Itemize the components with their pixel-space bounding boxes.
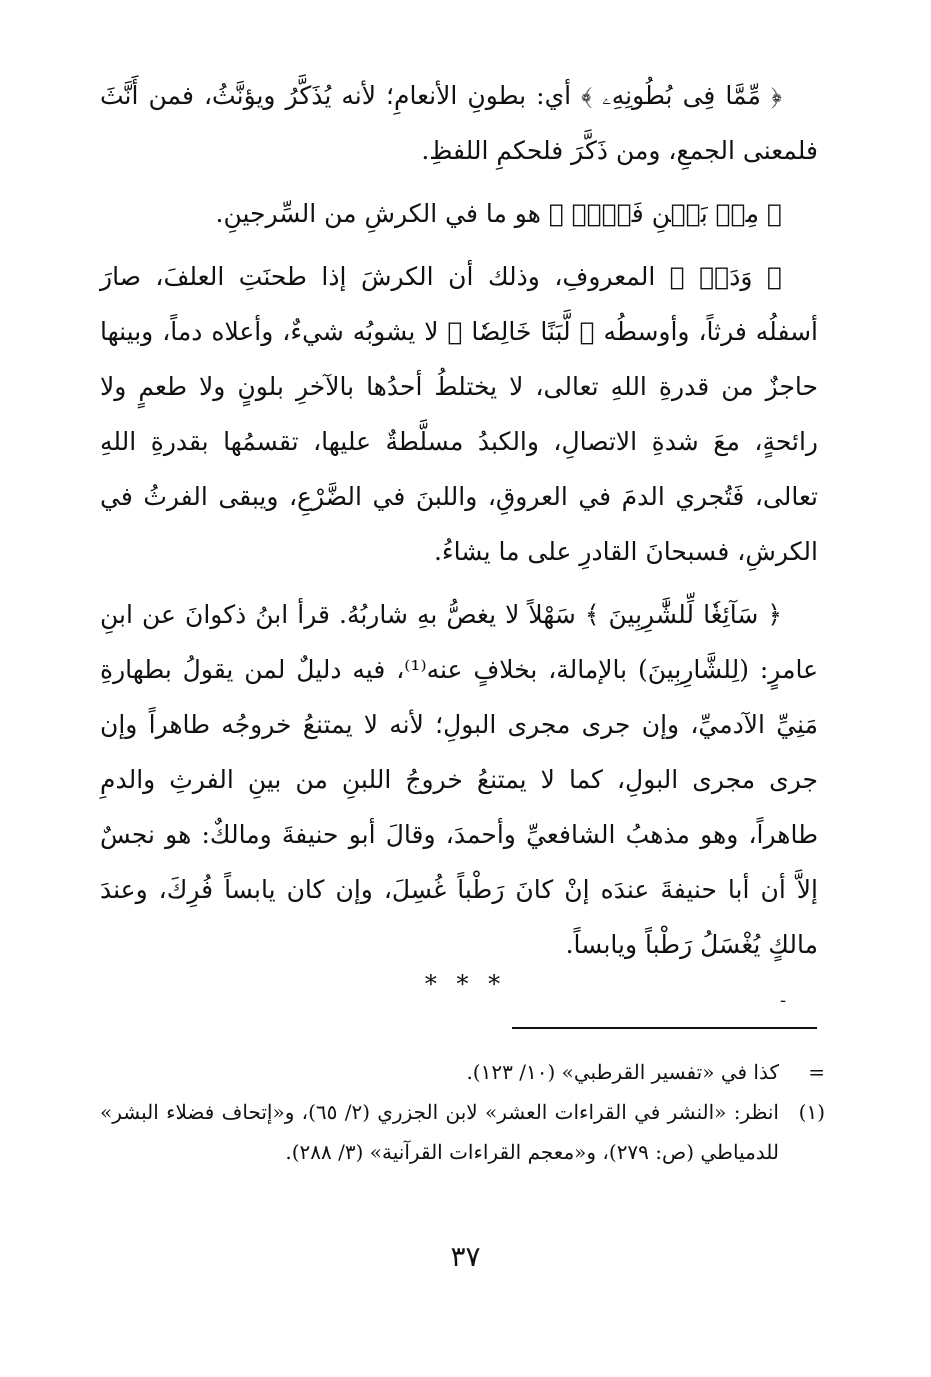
section-separator: * * *	[424, 970, 507, 998]
footnote-1	[100, 1092, 825, 1172]
paragraph-verse-bellies: ﴿ مِّمَّا فِى بُطُونِهِۦ ﴾ أي: بطونِ الأنعامِ؛ لأنه يُذَكَّرُ ويؤنَّثُ، فمن أَنَّثَ فلمعنى الجمعِ، ومن ذَكَّرَ فلحكمِ اللفظِ.	[100, 81, 818, 165]
paragraph-verse-blood: ﴿ وَدَمٖ ﴾ المعروفِ، وذلك أن الكرشَ إذا طحنَتِ العلفَ، صارَ أسفلُه فرثاً، وأوسطُه ﴿ لَّبَنًا خَالِصٗا ﴾ لا يشوبُه شيءٌ، وأعلاه دماً، وبينها حاجزٌ من قدرةِ اللهِ تعالى، لا يختلطُ أحدُها بالآخرِ بلونٍ ولا طعمٍ ولا رائحةٍ، معَ شدةِ الاتصالِ، والكبدُ مسلَّطةٌ عليها، تقسمُها بقدرةِ اللهِ تعالى، فَتُجري الدمَ في العروقِ، واللبنَ في الضَّرْعِ، ويبقى الفرثُ في الكرشِ، فسبحانَ القادرِ على ما يشاءُ.	[100, 262, 818, 566]
footnote-rule	[512, 1027, 817, 1029]
main-text	[100, 68, 818, 972]
paragraph-verse-drinkers: ﴿ سَآئِغٗا لِّلشَّٰرِبِينَ ﴾ سَهْلاً لا يغصُّ بهِ شاربُهُ. قرأ ابنُ ذكوانَ عن ابنِ عامرٍ: (لِلشَّارِبِينَ) بالإمالة، بخلافٍ عنه⁽¹⁾، فيه دليلٌ لمن يقولُ بطهارةِ مَنِيِّ الآدميِّ، وإن جرى مجرى البولِ؛ لأنه لا يمتنعُ خروجُه طاهراً وإن جرى مجرى البولِ، كما لا يمتنعُ خروجُ اللبنِ من بينِ الفرثِ والدمِ طاهراً، وهو مذهبُ الشافعيِّ وأحمدَ، وقالَ أبو حنيفةَ ومالكٌ: هو نجسٌ إلاَّ أن أبا حنيفةَ عندَه إنْ كانَ رَطْباً غُسِلَ، وإن كان يابساً فُرِكَ، وعندَ مالكٍ يُغْسَلُ رَطْباً ويابساً.	[100, 600, 818, 959]
footnotes	[100, 1052, 825, 1172]
footnote-text: كذا في «تفسير القرطبي» (١٠/ ١٢٣).	[466, 1060, 779, 1084]
footnote-text: انظر: «النشر في القراءات العشر» لابن الجزري (٢/ ٦٥)، و«إتحاف فضلاء البشر» للدمياطي (ص: ٢٧٩)، و«معجم القراءات القرآنية» (٣/ ٢٨٨).	[100, 1100, 779, 1164]
footnote-mark: (١)	[798, 1100, 825, 1124]
stray-mark: -	[780, 990, 787, 1011]
page-number: ٣٧	[450, 1240, 481, 1273]
paragraph-verse-dung: ﴿ مِنۢ بَيۡنِ فَرۡثٖ ﴾ هو ما في الكرشِ من السِّرجينِ.	[215, 199, 782, 228]
footnote-continuation	[100, 1052, 825, 1092]
footnote-mark: =	[808, 1060, 825, 1084]
